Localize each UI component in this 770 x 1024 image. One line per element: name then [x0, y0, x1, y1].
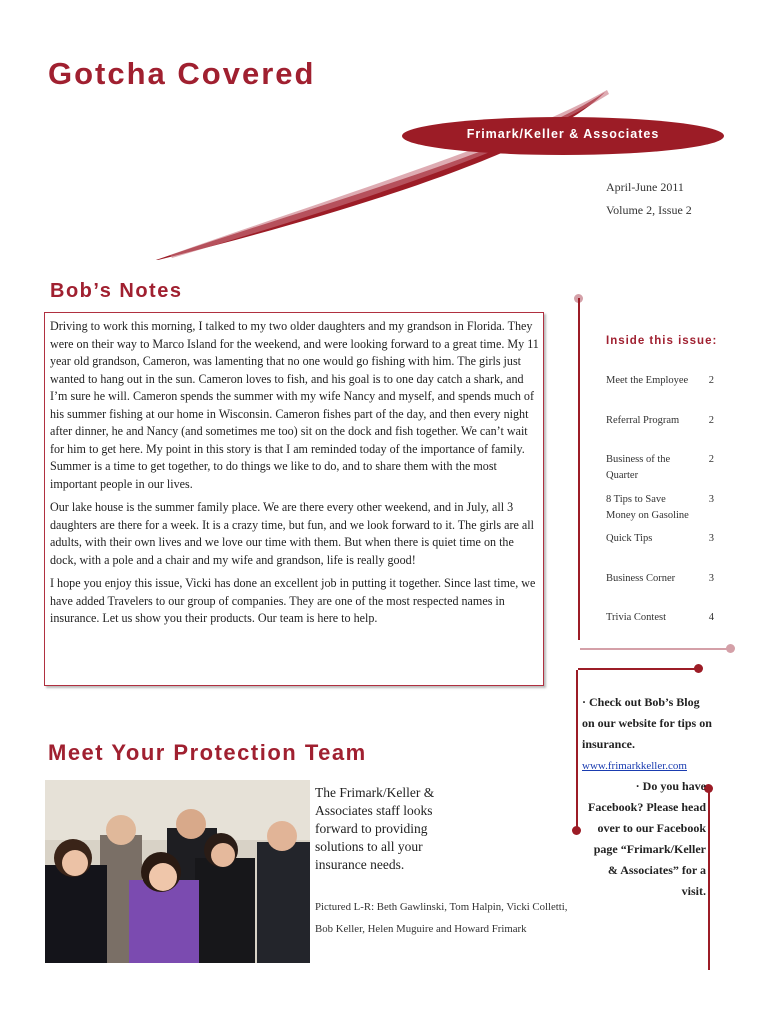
toc-item[interactable] — [606, 373, 714, 389]
toc-item[interactable] — [606, 452, 714, 484]
team-photo — [45, 780, 310, 963]
toc-item[interactable] — [606, 492, 714, 524]
notes-paragraph: Our lake house is the summer family place. We are there every other weekend, and in July, all 3 daughters are there for a week. It is a crazy time, but fun, and we look forward to it. The girls are all adults, with their own lives and we love our time with them. But when there is quiet time on the dock, with a pole and a chair and my wife and grandson, life is really good! — [50, 500, 535, 567]
notes-paragraph: Driving to work this morning, I talked to my two older daughters and my grandson in Florida. They were on their way to Marco Island for the weekend, and were looking forward to a great time. My 11 year old grandson, Cameron, was lamenting that no one would go fishing with him. The girls just wanted to hang out in the sun. Cameron loves to fish, and his goal is to one day catch a shark, and I’m sure he will. Cameron spends the summer with my wife Nancy and myself, and spends much of his summer fishing at our home in Wisconsin. Cameron fishes part of the day, and then every night after dinner, he and Nancy (and sometimes me too) sit on the dock and fish together. We can’t wait for him to get here. My point in this story is that I am reminded today of the importance of family. Summer is a time to get together, to do things we like to do, and to share them with the most important people in our lives. — [50, 319, 539, 491]
sidebar-dot-bottom — [726, 644, 735, 653]
toc-label: Meet the Employee — [606, 375, 689, 386]
blog-callout — [582, 692, 712, 777]
blog-text: · Check out Bob’s Blog on our website for tips on insurance. — [582, 695, 712, 751]
issue-date: April-June 2011 — [606, 180, 684, 194]
toc-label: Referral Program — [606, 415, 680, 426]
toc-label: Business of the Quarter — [606, 454, 671, 481]
team-description: The Frimark/Keller & Associates staff looks forward to providing solutions to all your insurance needs. — [315, 785, 435, 872]
photo-caption: Pictured L-R: Beth Gawlinski, Tom Halpin, Vicki Colletti, Bob Keller, Helen Muguire and Howard Frimark — [315, 901, 568, 935]
bobs-notes-heading: Bob’s Notes — [50, 280, 183, 302]
inside-issue-title: Inside this issue: — [606, 335, 718, 347]
toc-page: 2 — [708, 454, 714, 465]
toc-label: Business Corner — [606, 573, 676, 584]
toc-label: Trivia Contest — [606, 612, 666, 623]
toc-item[interactable] — [606, 531, 714, 547]
toc-page: 4 — [708, 612, 714, 623]
company-name: Frimark/Keller & Associates — [466, 127, 660, 141]
issue-volume: Volume 2, Issue 2 — [606, 203, 692, 217]
sidebar-bottom-rule — [580, 648, 730, 650]
bobs-notes-body — [50, 318, 540, 634]
facebook-callout: · Do you have Facebook? Please head over to our Facebook page “Frimark/Keller & Associates” for a visit. — [588, 779, 706, 898]
toc-label: Quick Tips — [606, 533, 653, 544]
newsletter-title: Gotcha Covered — [48, 56, 316, 91]
toc-page: 2 — [708, 375, 714, 386]
callout-left-rule — [576, 670, 578, 830]
toc-label: 8 Tips to Save Money on Gasoline — [606, 494, 689, 521]
toc-page: 3 — [708, 494, 714, 505]
callout-dot-left — [572, 826, 581, 835]
toc-page: 2 — [708, 415, 714, 426]
callout-top-rule — [578, 668, 698, 670]
notes-paragraph: I hope you enjoy this issue, Vicki has done an excellent job in putting it together. Since last time, we have added Travelers to our group of companies. They are one of the most respected names in insurance. Let us show you their products. Our team is here to help. — [50, 576, 536, 625]
toc-page: 3 — [708, 533, 714, 544]
toc-item[interactable] — [606, 571, 714, 587]
toc-page: 3 — [708, 573, 714, 584]
toc-item[interactable] — [606, 610, 714, 626]
callout-dot-top — [694, 664, 703, 673]
callout-right-rule — [708, 790, 710, 970]
toc-item[interactable] — [606, 413, 714, 429]
sidebar-rule — [578, 298, 580, 640]
website-link[interactable]: www.frimarkkeller.com — [582, 760, 687, 772]
team-heading: Meet Your Protection Team — [48, 740, 367, 765]
